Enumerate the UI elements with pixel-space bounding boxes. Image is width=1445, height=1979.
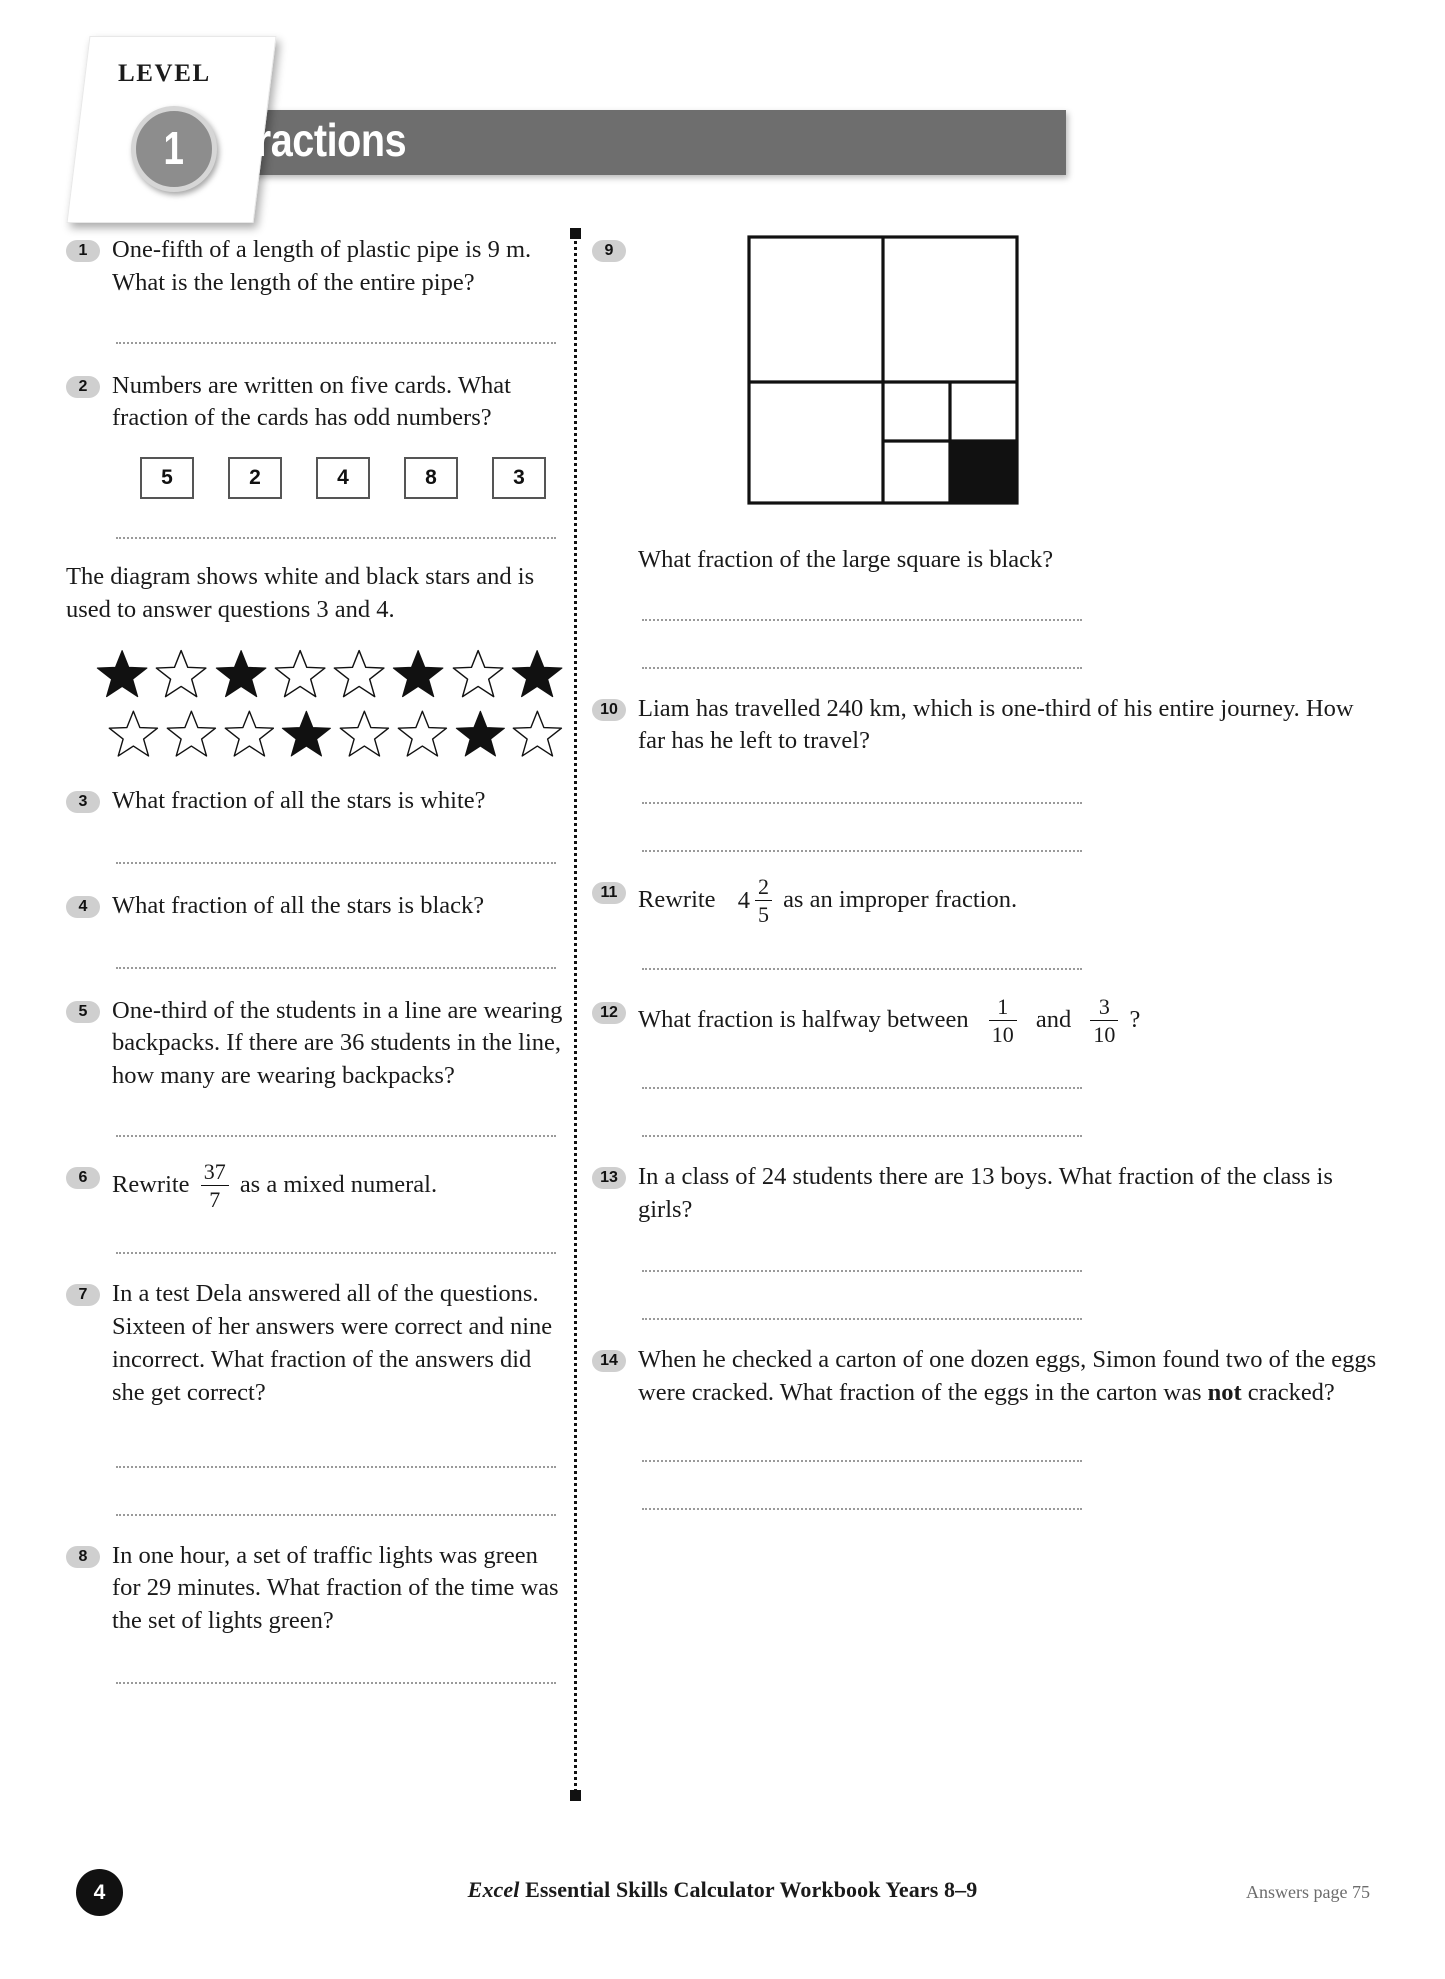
fraction-bar bbox=[1090, 1020, 1118, 1021]
star-white-icon bbox=[397, 705, 448, 763]
question-8 bbox=[66, 1540, 563, 1638]
question-10 bbox=[592, 693, 1382, 759]
star-white-icon bbox=[512, 705, 563, 763]
divider-cap-top bbox=[570, 228, 581, 239]
answer-rule[interactable] bbox=[116, 1514, 556, 1516]
answers-note: Answers page 75 bbox=[1246, 1882, 1370, 1902]
question-number-badge: 9 bbox=[592, 240, 626, 262]
footer-title-italic: Excel bbox=[467, 1877, 520, 1902]
star-white-icon bbox=[274, 645, 326, 703]
question-number-badge: 7 bbox=[66, 1284, 100, 1306]
question-3 bbox=[66, 785, 563, 818]
fraction-bar bbox=[201, 1185, 229, 1186]
star-black-icon bbox=[281, 705, 332, 763]
answer-rule[interactable] bbox=[642, 619, 1082, 621]
star-white-icon bbox=[166, 705, 217, 763]
question-text-before: What fraction is halfway between bbox=[638, 1005, 969, 1033]
question-text: One-fifth of a length of plastic pipe is 9 m. What is the length of the entire pipe? bbox=[112, 236, 532, 296]
question-number-badge: 5 bbox=[66, 1001, 100, 1023]
question-4 bbox=[66, 890, 563, 923]
question-text bbox=[638, 1344, 1382, 1410]
star-black-icon bbox=[455, 705, 506, 763]
question-text bbox=[112, 1161, 563, 1212]
question-text-part2: cracked? bbox=[1241, 1379, 1335, 1407]
number-card: 8 bbox=[404, 457, 458, 499]
page-number-badge: 4 bbox=[76, 1869, 123, 1916]
answer-rule[interactable] bbox=[116, 1466, 556, 1468]
question-text-before: Rewrite bbox=[638, 886, 716, 914]
question-text: In one hour, a set of traffic lights was green for 29 minutes. What fraction of the time was the set of lights green? bbox=[112, 1541, 559, 1635]
star-white-icon bbox=[333, 645, 385, 703]
answer-rule[interactable] bbox=[642, 850, 1082, 852]
number-card: 2 bbox=[228, 457, 282, 499]
answer-rule[interactable] bbox=[642, 1270, 1082, 1272]
question-text-bold: not bbox=[1207, 1379, 1242, 1407]
page-title: Fractions bbox=[232, 114, 407, 166]
question-text: Liam has travelled 240 km, which is one-third of his entire journey. How far has he left to travel? bbox=[638, 694, 1354, 755]
fraction-denominator: 7 bbox=[209, 1187, 221, 1213]
square-diagram-svg bbox=[746, 234, 1020, 506]
question-13 bbox=[592, 1161, 1382, 1227]
divider-cap-bottom bbox=[570, 1790, 581, 1801]
star-white-icon bbox=[339, 705, 390, 763]
answer-rule[interactable] bbox=[642, 667, 1082, 669]
stars-row-2 bbox=[108, 705, 563, 763]
answer-rule[interactable] bbox=[642, 1135, 1082, 1137]
stars-row-1 bbox=[96, 645, 563, 703]
footer-title-rest: Essential Skills Calculator Workbook Years 8–9 bbox=[519, 1877, 978, 1902]
fraction-numerator: 37 bbox=[203, 1159, 226, 1185]
mixed-numeral-4-and-2-over-5 bbox=[738, 876, 777, 927]
question-text: One-third of the students in a line are wearing backpacks. If there are 36 students in the line, how many are wearing backpacks? bbox=[112, 996, 563, 1090]
question-number-badge: 6 bbox=[66, 1167, 100, 1189]
level-number: 1 bbox=[163, 121, 185, 174]
question-2 bbox=[66, 370, 563, 436]
answer-rule[interactable] bbox=[642, 1460, 1082, 1462]
question-6 bbox=[66, 1161, 563, 1212]
mixed-fraction bbox=[755, 875, 772, 926]
stars-diagram bbox=[96, 645, 563, 763]
right-column bbox=[592, 228, 1382, 1510]
question-text: Numbers are written on five cards. What fraction of the cards has odd numbers? bbox=[112, 371, 511, 432]
question-number-badge: 4 bbox=[66, 896, 100, 918]
answer-rule[interactable] bbox=[116, 1252, 556, 1254]
star-white-icon bbox=[224, 705, 275, 763]
question-number-badge: 14 bbox=[592, 1350, 626, 1372]
question-text: In a test Dela answered all of the questions. Sixteen of her answers were correct and nine incorrect. What fraction of the answers did she get correct? bbox=[112, 1280, 553, 1406]
number-card: 3 bbox=[492, 457, 546, 499]
answer-rule[interactable] bbox=[116, 862, 556, 864]
question-number-badge: 13 bbox=[592, 1167, 626, 1189]
fraction-denominator: 10 bbox=[991, 1021, 1014, 1047]
star-black-icon bbox=[215, 645, 267, 703]
question-number-badge: 10 bbox=[592, 699, 626, 721]
stars-intro-text: The diagram shows white and black stars and is used to answer questions 3 and 4. bbox=[66, 563, 535, 624]
question-text-after: ? bbox=[1129, 1005, 1141, 1033]
answer-rule[interactable] bbox=[116, 1682, 556, 1684]
question-number-badge: 2 bbox=[66, 376, 100, 398]
fraction-numerator: 2 bbox=[757, 874, 769, 900]
question-number-badge: 12 bbox=[592, 1002, 626, 1024]
answer-rule[interactable] bbox=[642, 968, 1082, 970]
question-number-badge: 1 bbox=[66, 240, 100, 262]
fraction-numerator: 1 bbox=[997, 993, 1009, 1019]
question-7 bbox=[66, 1278, 563, 1409]
question-text-after: as an improper fraction. bbox=[783, 886, 1018, 914]
question-14 bbox=[592, 1344, 1382, 1410]
question-text: In a class of 24 students there are 13 boys. What fraction of the class is girls? bbox=[638, 1162, 1333, 1223]
page-header bbox=[0, 0, 1445, 230]
star-white-icon bbox=[155, 645, 207, 703]
fraction-denominator: 10 bbox=[1093, 1021, 1116, 1047]
question-11 bbox=[592, 876, 1382, 927]
star-white-icon bbox=[452, 645, 504, 703]
question-text: What fraction of the large square is black? bbox=[638, 545, 1054, 573]
question-9 bbox=[592, 234, 1382, 577]
left-column bbox=[66, 228, 563, 1684]
question-text-middle: and bbox=[1035, 1005, 1072, 1033]
page-footer bbox=[0, 1849, 1445, 1979]
fraction-denominator: 5 bbox=[757, 902, 769, 928]
answer-rule[interactable] bbox=[642, 802, 1082, 804]
level-number-badge bbox=[131, 106, 217, 192]
fraction-3-over-10 bbox=[1090, 995, 1118, 1046]
question-text bbox=[638, 993, 1382, 1047]
question-text: What fraction of all the stars is white? bbox=[112, 786, 486, 814]
star-black-icon bbox=[511, 645, 563, 703]
square-diagram bbox=[746, 234, 1382, 516]
question-text bbox=[638, 876, 1382, 927]
question-12 bbox=[592, 993, 1382, 1047]
question-number-badge: 11 bbox=[592, 882, 626, 904]
answer-rule[interactable] bbox=[116, 342, 556, 344]
question-text-before: Rewrite bbox=[112, 1171, 190, 1199]
question-text-part1: When he checked a carton of one dozen eggs, Simon found two of the eggs were cracked. What fraction of the eggs in the carton was bbox=[638, 1346, 1377, 1407]
number-card: 5 bbox=[140, 457, 194, 499]
question-1 bbox=[66, 234, 563, 300]
footer-title bbox=[0, 1877, 1445, 1903]
fraction-numerator: 3 bbox=[1098, 993, 1110, 1019]
answer-rule[interactable] bbox=[642, 1318, 1082, 1320]
answer-rule[interactable] bbox=[642, 1087, 1082, 1089]
answer-rule[interactable] bbox=[642, 1508, 1082, 1510]
column-divider bbox=[574, 228, 577, 1800]
fraction-bar bbox=[755, 900, 772, 901]
fraction-1-over-10 bbox=[989, 995, 1017, 1046]
star-black-icon bbox=[96, 645, 148, 703]
star-black-icon bbox=[392, 645, 444, 703]
answer-rule[interactable] bbox=[116, 537, 556, 539]
number-card: 4 bbox=[316, 457, 370, 499]
question-5 bbox=[66, 995, 563, 1093]
number-cards bbox=[140, 457, 563, 499]
question-number-badge: 3 bbox=[66, 791, 100, 813]
level-word: LEVEL bbox=[118, 60, 211, 87]
star-white-icon bbox=[108, 705, 159, 763]
question-text: What fraction of all the stars is black? bbox=[112, 891, 485, 919]
question-number-badge: 8 bbox=[66, 1546, 100, 1568]
answer-rule[interactable] bbox=[116, 967, 556, 969]
fraction-37-over-7 bbox=[201, 1160, 229, 1211]
answer-rule[interactable] bbox=[116, 1135, 556, 1137]
question-text-after: as a mixed numeral. bbox=[239, 1171, 438, 1199]
fraction-bar bbox=[989, 1020, 1017, 1021]
mixed-whole: 4 bbox=[737, 887, 750, 915]
